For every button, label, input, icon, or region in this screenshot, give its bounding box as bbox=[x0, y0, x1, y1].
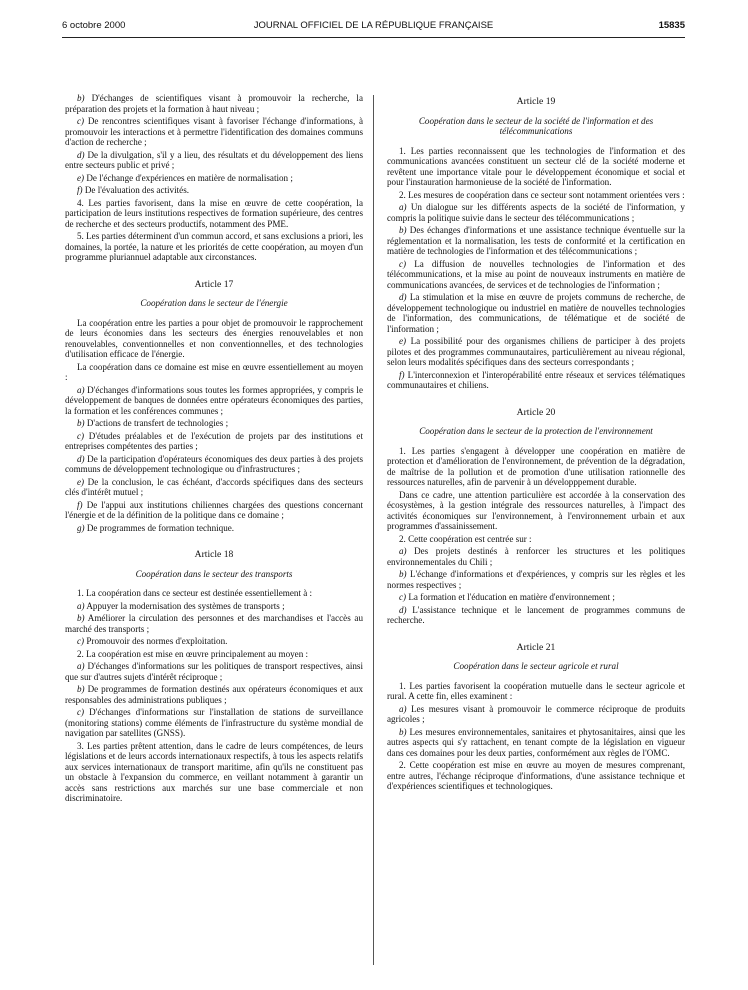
item-marker: b) bbox=[399, 726, 407, 737]
item-marker: b) bbox=[399, 569, 407, 579]
header-rule bbox=[62, 37, 685, 38]
paragraph bbox=[65, 93, 363, 114]
article-title: Article 19 bbox=[516, 96, 556, 107]
article-body bbox=[387, 146, 685, 391]
paragraph bbox=[65, 661, 363, 682]
article-17 bbox=[65, 280, 363, 534]
paragraph-text: D'actions de transfert de technologies ; bbox=[86, 418, 229, 428]
item-marker: e) bbox=[399, 336, 407, 346]
page-header bbox=[62, 20, 685, 34]
paragraph bbox=[387, 146, 685, 188]
paragraph-text: De l'appui aux institutions chiliennes chargées des questions concernant l'énergie et de la définition de la politique dans ce domaine ; bbox=[65, 499, 363, 520]
paragraph bbox=[387, 202, 685, 223]
paragraph bbox=[65, 601, 363, 612]
article-title: Article 21 bbox=[516, 641, 556, 653]
paragraph bbox=[65, 684, 363, 705]
paragraph-text: 1. Les parties reconnaissent que les technologies de l'information et des communications avancées constituent un secteur clé de la société moderne et revêtent une importance vitale pour le développement économique et social et pour l'instauration harmonieuse de la société de l'information. bbox=[387, 145, 685, 187]
paragraph bbox=[65, 613, 363, 634]
paragraph-text: La diffusion de nouvelles technologies de l'information et des télécommunications, et la mise au point de nouveaux instruments en matière de communications avancées, de services et de technologies de l'information ; bbox=[387, 258, 685, 290]
item-marker: a) bbox=[399, 202, 407, 212]
paragraph-text: 1. La coopération dans ce secteur est destinée essentiellement à : bbox=[77, 588, 313, 598]
paragraph bbox=[65, 588, 363, 599]
paragraph-text: Les mesures environnementales, sanitaires et phytosanitaires, ainsi que les autres aspects qui s'y rattachent, en tenant compte de la législation en vigueur dans ces domaines pour les deux parties, conformément aux règles de l'OMC. bbox=[387, 726, 686, 758]
article-subtitle: Coopération dans le secteur de la protection de l'environnement bbox=[419, 426, 653, 436]
paragraph bbox=[387, 534, 685, 545]
item-marker: f) bbox=[399, 369, 405, 380]
article-21 bbox=[387, 643, 685, 792]
item-marker: d) bbox=[77, 149, 85, 160]
paragraph bbox=[387, 546, 685, 567]
paragraph bbox=[65, 477, 363, 498]
paragraph bbox=[387, 370, 685, 391]
paragraph bbox=[387, 490, 685, 532]
item-marker: g) bbox=[77, 522, 85, 533]
item-marker: c) bbox=[399, 258, 407, 269]
paragraph bbox=[65, 741, 363, 804]
header-page-number: 15835 bbox=[658, 20, 685, 31]
article-body bbox=[65, 318, 363, 534]
paragraph-text: Appuyer la modernisation des systèmes de transports ; bbox=[86, 600, 285, 611]
paragraph-text: D'échanges d'informations sur les politiques de transport respectives, ainsi que sur d'autres sujets d'intérêt réciproque ; bbox=[65, 661, 363, 682]
article-body bbox=[65, 588, 363, 804]
paragraph-text: Des échanges d'informations et une assistance technique éventuelle sur la réglementation et la normalisation, les tests de conformité et la certification en matière de technologies de l'information et des télécommunications ; bbox=[387, 225, 685, 256]
item-marker: a) bbox=[399, 546, 407, 556]
paragraph bbox=[65, 523, 363, 534]
paragraph bbox=[65, 385, 363, 417]
article-title: Article 18 bbox=[194, 549, 234, 560]
item-marker: c) bbox=[77, 430, 85, 441]
paragraph-text: Promouvoir des normes d'exploitation. bbox=[86, 636, 228, 646]
article-subtitle: Coopération dans le secteur des transports bbox=[135, 568, 293, 579]
paragraph bbox=[65, 185, 363, 196]
item-marker: b) bbox=[77, 93, 85, 103]
paragraph-text: Les mesures visant à promouvoir le commerce réciproque de produits agricoles ; bbox=[387, 703, 685, 724]
paragraph bbox=[65, 649, 363, 660]
paragraph bbox=[65, 173, 363, 184]
paragraph bbox=[65, 198, 363, 230]
paragraph bbox=[65, 454, 363, 475]
paragraph bbox=[387, 190, 685, 201]
paragraph bbox=[387, 592, 685, 603]
item-marker: d) bbox=[77, 453, 85, 464]
paragraph-text: 2. Les mesures de coopération dans ce secteur sont notamment orientées vers : bbox=[399, 189, 685, 200]
paragraph-text: La possibilité pour des organismes chiliens de participer à des projets pilotes et des programmes communautaires, particulièrement au niveau régional, selon leurs modalités spécifiques dans des secteurs correspondants ; bbox=[387, 336, 685, 367]
paragraph-text: 1. Les parties s'engagent à développer une coopération en matière de protection et d'amélioration de l'environnement, de prévention de la dégradation, de maîtrise de la pollution et de promotion d'une utilisation rationnelle des ressources naturelles, afin de parvenir à un développpement durable. bbox=[387, 445, 685, 487]
item-marker: c) bbox=[77, 116, 85, 126]
paragraph-text: L'échange d'informations et d'expériences, y compris sur les règles et les normes respectives ; bbox=[387, 569, 685, 590]
header-title: JOURNAL OFFICIEL DE LA RÉPUBLIQUE FRANÇAISE bbox=[253, 20, 494, 31]
paragraph-text: De l'échange d'expériences en matière de normalisation ; bbox=[86, 172, 293, 183]
article-18 bbox=[65, 550, 363, 804]
paragraph bbox=[65, 362, 363, 383]
item-marker: c) bbox=[77, 707, 85, 717]
item-marker: a) bbox=[77, 384, 85, 395]
paragraph-text: Améliorer la circulation des personnes et des marchandises et l'accès au marché des transports ; bbox=[65, 613, 363, 634]
paragraph bbox=[65, 636, 363, 647]
item-marker: a) bbox=[399, 703, 407, 714]
article-subtitle: Coopération dans le secteur agricole et rural bbox=[453, 661, 619, 671]
item-marker: a) bbox=[77, 661, 85, 671]
paragraph bbox=[387, 605, 685, 626]
article-body bbox=[387, 446, 685, 626]
item-marker: f) bbox=[77, 185, 83, 195]
item-marker: c) bbox=[399, 592, 407, 602]
paragraph-text: 2. Cette coopération est centrée sur : bbox=[399, 533, 532, 544]
paragraph bbox=[387, 727, 685, 759]
paragraph-text: 2. La coopération est mise en œuvre principalement au moyen : bbox=[77, 648, 309, 659]
left-column bbox=[65, 93, 363, 806]
paragraph-text: De programmes de formation technique. bbox=[86, 522, 235, 533]
item-marker: e) bbox=[77, 172, 85, 183]
item-marker: c) bbox=[77, 636, 85, 646]
paragraph bbox=[65, 231, 363, 263]
paragraph bbox=[387, 225, 685, 257]
paragraph-text: La coopération dans ce domaine est mise en œuvre essentiellement au moyen : bbox=[65, 361, 363, 382]
paragraph bbox=[65, 500, 363, 521]
paragraph-text: 1. Les parties favorisent la coopération mutuelle dans le secteur agricole et rural. A cette fin, elles examinent : bbox=[387, 680, 685, 701]
paragraph bbox=[65, 318, 363, 360]
paragraph-text: La coopération entre les parties a pour objet de promouvoir le rapprochement de leurs économies dans les secteurs des énergies renouvelables et non renouvelables, conventionnelles et non conventionnelles, et des technologies d'utilisation efficace de l'énergie. bbox=[65, 317, 363, 359]
paragraph bbox=[387, 336, 685, 368]
item-marker: b) bbox=[77, 418, 85, 428]
paragraph bbox=[65, 431, 363, 452]
item-marker: a) bbox=[77, 600, 85, 611]
article-subtitle: Coopération dans le secteur de l'énergie bbox=[140, 298, 288, 308]
article-subtitle: Coopération dans le secteur de la société de l'information et des télécommunications bbox=[418, 115, 654, 136]
paragraph-text: D'études préalables et de l'exécution de projets par des institutions et entreprises compétentes des parties ; bbox=[65, 430, 363, 451]
paragraph-text: 5. Les parties déterminent d'un commun accord, et sans exclusions a priori, les domaines, la portée, la nature et les priorités de cette coopération, au moyen d'un programme pluriannuel adaptable aux circonstances. bbox=[65, 231, 363, 262]
item-marker: f) bbox=[77, 499, 83, 510]
paragraph-text: 3. Les parties prêtent attention, dans le cadre de leurs compétences, de leurs législations et de leurs accords internationaux respectifs, à tous les aspects relatifs aux services internationaux de transport maritime, afin qu'ils ne constituent pas un obstacle à l'expansion du commerce, en veillant notamment à garantir un accès sans restrictions aux marchés sur une base commerciale et non discriminatoire. bbox=[65, 740, 363, 803]
paragraph-text: Dans ce cadre, une attention particulière est accordée à la conservation des écosystèmes, à la gestion intégrale des ressources naturelles, à l'impact des activités économiques sur l'environnement, à l'environnement urbain et aux programmes d'assainissement. bbox=[387, 489, 685, 531]
paragraph-text: L'assistance technique et le lancement de programmes communs de recherche. bbox=[387, 604, 685, 625]
paragraph-text: D'échanges d'informations sous toutes les formes appropriées, y compris le développement de banques de données entre opérateurs économiques des parties, la formation et les conférences communes ; bbox=[65, 384, 363, 416]
paragraph-text: D'échanges de scientifiques visant à promouvoir la recherche, la préparation des projets et la formation à haut niveau ; bbox=[65, 93, 363, 114]
paragraph bbox=[387, 259, 685, 291]
paragraph-text: De la participation d'opérateurs économiques des deux parties à des projets communs de développement technologique ou d'infrastructures ; bbox=[65, 453, 363, 474]
item-marker: d) bbox=[399, 292, 407, 302]
paragraph bbox=[65, 707, 363, 739]
paragraph bbox=[387, 569, 685, 590]
paragraph bbox=[387, 760, 685, 792]
paragraph-text: La formation et l'éducation en matière d'environnement ; bbox=[408, 592, 615, 602]
article-title: Article 17 bbox=[194, 278, 234, 290]
item-marker: d) bbox=[399, 604, 407, 615]
article-19 bbox=[387, 97, 685, 391]
paragraph bbox=[65, 150, 363, 171]
paragraph-text: L'interconnexion et l'interopérabilité entre réseaux et services télématiques communautaires et chiliens. bbox=[387, 369, 685, 390]
intro-section bbox=[65, 93, 363, 263]
paragraph-text: Des projets destinés à renforcer les structures et les politiques environnementales du Chili ; bbox=[387, 546, 685, 567]
item-marker: b) bbox=[399, 225, 407, 235]
article-20 bbox=[387, 408, 685, 626]
paragraph bbox=[387, 292, 685, 334]
article-title: Article 20 bbox=[516, 406, 556, 418]
paragraph-text: 4. Les parties favorisent, dans la mise en œuvre de cette coopération, la participation de leurs institutions respectives de formation supérieure, des centres de recherche et des secteurs productifs, notamment des PME. bbox=[65, 197, 363, 229]
paragraph-text: De la divulgation, s'il y a lieu, des résultats et du développement des liens entre secteurs public et privé ; bbox=[65, 149, 363, 170]
paragraph-text: 2. Cette coopération est mise en œuvre au moyen de mesures comprenant, entre autres, l'échange réciproque d'informations, d'une assistance technique et d'expériences scientifiques et technologiques. bbox=[387, 760, 685, 791]
paragraph-text: De programmes de formation destinés aux opérateurs économiques et aux responsables des administrations publiques ; bbox=[65, 684, 363, 705]
right-column bbox=[387, 93, 685, 794]
paragraph bbox=[65, 116, 363, 148]
paragraph-text: De la conclusion, le cas échéant, d'accords spécifiques dans des secteurs clés d'intérêt mutuel ; bbox=[65, 476, 363, 497]
item-marker: b) bbox=[77, 613, 85, 623]
column-divider bbox=[373, 95, 374, 965]
paragraph-text: Un dialogue sur les différents aspects de la société de l'information, y compris la politique suivie dans le secteur des télécommunications ; bbox=[387, 202, 685, 223]
paragraph-text: De l'évaluation des activités. bbox=[84, 185, 190, 195]
paragraph bbox=[387, 446, 685, 488]
paragraph bbox=[387, 704, 685, 725]
header-date: 6 octobre 2000 bbox=[62, 20, 126, 31]
item-marker: e) bbox=[77, 476, 85, 487]
article-body bbox=[387, 681, 685, 792]
paragraph bbox=[65, 418, 363, 429]
item-marker: b) bbox=[77, 684, 85, 694]
paragraph-text: D'échanges d'informations sur l'installation de stations de surveillance (monitoring stations) comme éléments de l'infrastructure du système mondial de navigation par satellites (GNSS). bbox=[65, 707, 363, 738]
paragraph-text: De rencontres scientifiques visant à favoriser l'échange d'informations, à promouvoir les interactions et à permettre l'identification des domaines communs d'action de recherche ; bbox=[65, 116, 363, 147]
paragraph bbox=[387, 681, 685, 702]
paragraph-text: La stimulation et la mise en œuvre de projets communs de recherche, de développement technologique ou industriel en matière de nouvelles technologies de l'information, des communications, de télématique et de société de l'information ; bbox=[387, 292, 685, 334]
